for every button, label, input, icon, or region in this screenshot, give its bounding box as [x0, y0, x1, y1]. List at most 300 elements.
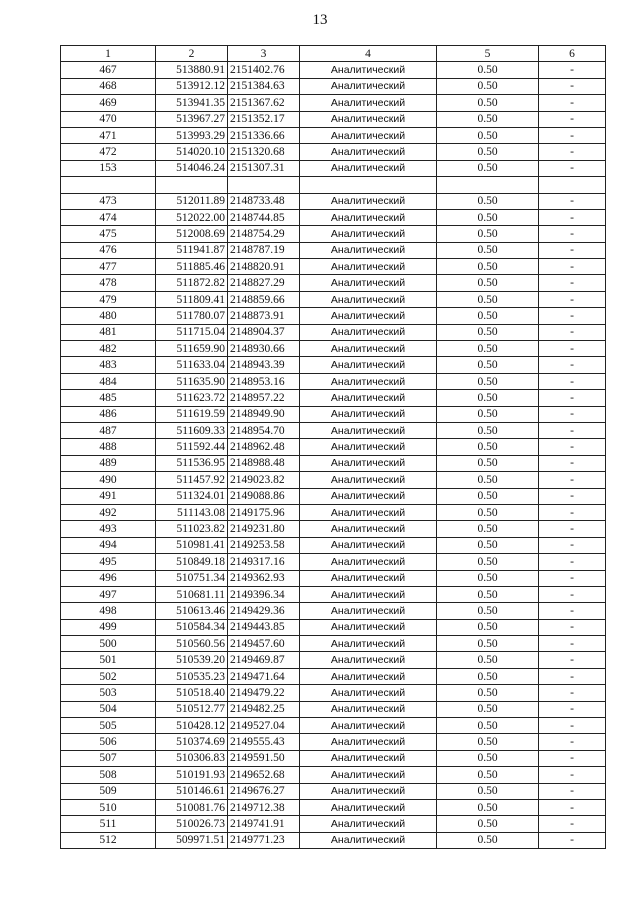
note-cell: -	[539, 652, 606, 668]
table-row	[61, 521, 606, 537]
point-number-cell: 495	[61, 554, 156, 570]
method-cell: Аналитический	[300, 111, 437, 127]
method-cell: Аналитический	[300, 144, 437, 160]
table-row	[61, 193, 606, 209]
table-row	[61, 799, 606, 815]
note-cell: -	[539, 291, 606, 307]
method-cell: Аналитический	[300, 718, 437, 734]
note-cell: -	[539, 636, 606, 652]
table-row	[61, 554, 606, 570]
method-cell: Аналитический	[300, 291, 437, 307]
accuracy-cell: 0.50	[437, 537, 539, 553]
point-number-cell: 468	[61, 78, 156, 94]
y-coordinate-cell: 2149231.80	[228, 521, 300, 537]
note-cell: -	[539, 390, 606, 406]
x-coordinate-cell: 512008.69	[156, 226, 228, 242]
note-cell: -	[539, 734, 606, 750]
point-number-cell: 486	[61, 406, 156, 422]
accuracy-cell: 0.50	[437, 242, 539, 258]
note-cell: -	[539, 324, 606, 340]
x-coordinate-cell: 510539.20	[156, 652, 228, 668]
method-cell: Аналитический	[300, 685, 437, 701]
note-cell: -	[539, 439, 606, 455]
accuracy-cell: 0.50	[437, 193, 539, 209]
point-number-cell: 496	[61, 570, 156, 586]
y-coordinate-cell: 2149712.38	[228, 799, 300, 815]
method-cell: Аналитический	[300, 78, 437, 94]
note-cell: -	[539, 521, 606, 537]
x-coordinate-cell: 510518.40	[156, 685, 228, 701]
x-coordinate-cell: 511809.41	[156, 291, 228, 307]
note-cell: -	[539, 111, 606, 127]
x-coordinate-cell: 511635.90	[156, 373, 228, 389]
method-cell: Аналитический	[300, 652, 437, 668]
note-cell: -	[539, 718, 606, 734]
note-cell: -	[539, 209, 606, 225]
header-row	[61, 46, 606, 62]
y-coordinate-cell: 2149652.68	[228, 767, 300, 783]
x-coordinate-cell: 510849.18	[156, 554, 228, 570]
y-coordinate-cell: 2149771.23	[228, 832, 300, 848]
table-row	[61, 619, 606, 635]
y-coordinate-cell: 2149362.93	[228, 570, 300, 586]
method-cell: Аналитический	[300, 324, 437, 340]
point-number-cell: 502	[61, 668, 156, 684]
point-number-cell: 503	[61, 685, 156, 701]
method-cell: Аналитический	[300, 603, 437, 619]
point-number-cell: 511	[61, 816, 156, 832]
point-number-cell: 480	[61, 308, 156, 324]
note-cell: -	[539, 62, 606, 78]
y-coordinate-cell: 2151336.66	[228, 127, 300, 143]
note-cell: -	[539, 308, 606, 324]
accuracy-cell: 0.50	[437, 685, 539, 701]
point-number-cell: 472	[61, 144, 156, 160]
method-cell: Аналитический	[300, 472, 437, 488]
accuracy-cell: 0.50	[437, 78, 539, 94]
table-row	[61, 455, 606, 471]
table-row	[61, 324, 606, 340]
y-coordinate-cell: 2151402.76	[228, 62, 300, 78]
accuracy-cell: 0.50	[437, 750, 539, 766]
table-row	[61, 144, 606, 160]
method-cell: Аналитический	[300, 62, 437, 78]
y-coordinate-cell: 2149527.04	[228, 718, 300, 734]
method-cell: Аналитический	[300, 570, 437, 586]
column-header-1: 1	[61, 46, 156, 62]
y-coordinate-cell: 2151384.63	[228, 78, 300, 94]
table-row	[61, 111, 606, 127]
note-cell: -	[539, 799, 606, 815]
note-cell: -	[539, 127, 606, 143]
y-coordinate-cell: 2148820.91	[228, 259, 300, 275]
accuracy-cell: 0.50	[437, 554, 539, 570]
point-number-cell: 489	[61, 455, 156, 471]
y-coordinate-cell: 2149471.64	[228, 668, 300, 684]
note-cell: -	[539, 341, 606, 357]
table-row	[61, 275, 606, 291]
accuracy-cell: 0.50	[437, 62, 539, 78]
y-coordinate-cell: 2149555.43	[228, 734, 300, 750]
method-cell: Аналитический	[300, 701, 437, 717]
method-cell	[300, 177, 437, 193]
page-number: 13	[312, 12, 328, 28]
x-coordinate-cell: 511885.46	[156, 259, 228, 275]
x-coordinate-cell: 510191.93	[156, 767, 228, 783]
x-coordinate-cell: 514046.24	[156, 160, 228, 176]
note-cell: -	[539, 783, 606, 799]
point-number-cell: 492	[61, 504, 156, 520]
method-cell: Аналитический	[300, 209, 437, 225]
point-number-cell: 482	[61, 341, 156, 357]
x-coordinate-cell	[156, 177, 228, 193]
method-cell: Аналитический	[300, 308, 437, 324]
y-coordinate-cell: 2149175.96	[228, 504, 300, 520]
column-header-2: 2	[156, 46, 228, 62]
note-cell	[539, 177, 606, 193]
table-row	[61, 816, 606, 832]
y-coordinate-cell: 2148754.29	[228, 226, 300, 242]
x-coordinate-cell: 510374.69	[156, 734, 228, 750]
table-row	[61, 373, 606, 389]
method-cell: Аналитический	[300, 537, 437, 553]
method-cell: Аналитический	[300, 406, 437, 422]
point-number-cell: 490	[61, 472, 156, 488]
method-cell: Аналитический	[300, 636, 437, 652]
method-cell: Аналитический	[300, 127, 437, 143]
method-cell: Аналитический	[300, 783, 437, 799]
x-coordinate-cell: 510535.23	[156, 668, 228, 684]
table-row	[61, 341, 606, 357]
point-number-cell: 484	[61, 373, 156, 389]
column-header-5: 5	[437, 46, 539, 62]
method-cell: Аналитический	[300, 554, 437, 570]
method-cell: Аналитический	[300, 521, 437, 537]
x-coordinate-cell: 511941.87	[156, 242, 228, 258]
note-cell: -	[539, 603, 606, 619]
y-coordinate-cell: 2148962.48	[228, 439, 300, 455]
accuracy-cell	[437, 177, 539, 193]
note-cell: -	[539, 357, 606, 373]
note-cell: -	[539, 422, 606, 438]
accuracy-cell: 0.50	[437, 521, 539, 537]
table-row	[61, 422, 606, 438]
x-coordinate-cell: 511619.59	[156, 406, 228, 422]
x-coordinate-cell: 510026.73	[156, 816, 228, 832]
table-row	[61, 718, 606, 734]
y-coordinate-cell: 2149317.16	[228, 554, 300, 570]
y-coordinate-cell: 2148904.37	[228, 324, 300, 340]
accuracy-cell: 0.50	[437, 357, 539, 373]
column-header-6: 6	[539, 46, 606, 62]
accuracy-cell: 0.50	[437, 226, 539, 242]
x-coordinate-cell: 513993.29	[156, 127, 228, 143]
table-row	[61, 685, 606, 701]
accuracy-cell: 0.50	[437, 439, 539, 455]
column-header-3: 3	[228, 46, 300, 62]
point-number-cell: 483	[61, 357, 156, 373]
point-number-cell: 479	[61, 291, 156, 307]
point-number-cell: 471	[61, 127, 156, 143]
y-coordinate-cell	[228, 177, 300, 193]
method-cell: Аналитический	[300, 734, 437, 750]
accuracy-cell: 0.50	[437, 373, 539, 389]
y-coordinate-cell: 2151320.68	[228, 144, 300, 160]
x-coordinate-cell: 510306.83	[156, 750, 228, 766]
x-coordinate-cell: 511609.33	[156, 422, 228, 438]
method-cell: Аналитический	[300, 799, 437, 815]
accuracy-cell: 0.50	[437, 406, 539, 422]
x-coordinate-cell: 511780.07	[156, 308, 228, 324]
x-coordinate-cell: 510751.34	[156, 570, 228, 586]
table-row	[61, 226, 606, 242]
point-number-cell: 487	[61, 422, 156, 438]
method-cell: Аналитический	[300, 586, 437, 602]
accuracy-cell: 0.50	[437, 308, 539, 324]
note-cell: -	[539, 537, 606, 553]
y-coordinate-cell: 2151367.62	[228, 95, 300, 111]
note-cell: -	[539, 373, 606, 389]
table-row	[61, 357, 606, 373]
y-coordinate-cell: 2149429.36	[228, 603, 300, 619]
accuracy-cell: 0.50	[437, 144, 539, 160]
note-cell: -	[539, 275, 606, 291]
method-cell: Аналитический	[300, 242, 437, 258]
method-cell: Аналитический	[300, 373, 437, 389]
x-coordinate-cell: 510681.11	[156, 586, 228, 602]
note-cell: -	[539, 193, 606, 209]
column-header-4: 4	[300, 46, 437, 62]
y-coordinate-cell: 2148827.29	[228, 275, 300, 291]
method-cell: Аналитический	[300, 832, 437, 848]
accuracy-cell: 0.50	[437, 422, 539, 438]
note-cell: -	[539, 554, 606, 570]
x-coordinate-cell: 512022.00	[156, 209, 228, 225]
x-coordinate-cell: 514020.10	[156, 144, 228, 160]
y-coordinate-cell: 2148953.16	[228, 373, 300, 389]
table-row	[61, 504, 606, 520]
point-number-cell: 500	[61, 636, 156, 652]
accuracy-cell: 0.50	[437, 111, 539, 127]
method-cell: Аналитический	[300, 259, 437, 275]
method-cell: Аналитический	[300, 439, 437, 455]
accuracy-cell: 0.50	[437, 291, 539, 307]
accuracy-cell: 0.50	[437, 619, 539, 635]
note-cell: -	[539, 750, 606, 766]
accuracy-cell: 0.50	[437, 209, 539, 225]
x-coordinate-cell: 513941.35	[156, 95, 228, 111]
accuracy-cell: 0.50	[437, 488, 539, 504]
method-cell: Аналитический	[300, 226, 437, 242]
table-row	[61, 537, 606, 553]
y-coordinate-cell: 2151307.31	[228, 160, 300, 176]
table-body	[61, 62, 606, 849]
y-coordinate-cell: 2149591.50	[228, 750, 300, 766]
table-row	[61, 62, 606, 78]
accuracy-cell: 0.50	[437, 390, 539, 406]
table-row	[61, 734, 606, 750]
table-row	[61, 488, 606, 504]
table-row	[61, 177, 606, 193]
table-header	[61, 46, 606, 62]
accuracy-cell: 0.50	[437, 734, 539, 750]
x-coordinate-cell: 510146.61	[156, 783, 228, 799]
y-coordinate-cell: 2148873.91	[228, 308, 300, 324]
table-row	[61, 439, 606, 455]
note-cell: -	[539, 78, 606, 94]
note-cell: -	[539, 586, 606, 602]
method-cell: Аналитический	[300, 95, 437, 111]
y-coordinate-cell: 2148988.48	[228, 455, 300, 471]
y-coordinate-cell: 2151352.17	[228, 111, 300, 127]
table-row	[61, 832, 606, 848]
accuracy-cell: 0.50	[437, 160, 539, 176]
table-row	[61, 390, 606, 406]
method-cell: Аналитический	[300, 341, 437, 357]
x-coordinate-cell: 511457.92	[156, 472, 228, 488]
table-row	[61, 668, 606, 684]
x-coordinate-cell: 513967.27	[156, 111, 228, 127]
method-cell: Аналитический	[300, 750, 437, 766]
note-cell: -	[539, 488, 606, 504]
point-number-cell: 475	[61, 226, 156, 242]
y-coordinate-cell: 2148744.85	[228, 209, 300, 225]
y-coordinate-cell: 2149023.82	[228, 472, 300, 488]
accuracy-cell: 0.50	[437, 799, 539, 815]
note-cell: -	[539, 685, 606, 701]
table-row	[61, 291, 606, 307]
table-row	[61, 160, 606, 176]
accuracy-cell: 0.50	[437, 783, 539, 799]
point-number-cell: 498	[61, 603, 156, 619]
point-number-cell: 508	[61, 767, 156, 783]
x-coordinate-cell: 511659.90	[156, 341, 228, 357]
x-coordinate-cell: 510613.46	[156, 603, 228, 619]
y-coordinate-cell: 2148787.19	[228, 242, 300, 258]
note-cell: -	[539, 406, 606, 422]
method-cell: Аналитический	[300, 160, 437, 176]
method-cell: Аналитический	[300, 504, 437, 520]
method-cell: Аналитический	[300, 357, 437, 373]
table-row	[61, 570, 606, 586]
x-coordinate-cell: 511872.82	[156, 275, 228, 291]
point-number-cell: 505	[61, 718, 156, 734]
note-cell: -	[539, 95, 606, 111]
table-row	[61, 586, 606, 602]
table-row	[61, 472, 606, 488]
point-number-cell: 478	[61, 275, 156, 291]
method-cell: Аналитический	[300, 767, 437, 783]
point-number-cell: 494	[61, 537, 156, 553]
point-number-cell: 512	[61, 832, 156, 848]
point-number-cell: 477	[61, 259, 156, 275]
y-coordinate-cell: 2148733.48	[228, 193, 300, 209]
note-cell: -	[539, 259, 606, 275]
point-number-cell: 493	[61, 521, 156, 537]
method-cell: Аналитический	[300, 193, 437, 209]
table-row	[61, 750, 606, 766]
y-coordinate-cell: 2148859.66	[228, 291, 300, 307]
accuracy-cell: 0.50	[437, 570, 539, 586]
accuracy-cell: 0.50	[437, 455, 539, 471]
y-coordinate-cell: 2148930.66	[228, 341, 300, 357]
accuracy-cell: 0.50	[437, 767, 539, 783]
point-number-cell: 485	[61, 390, 156, 406]
accuracy-cell: 0.50	[437, 652, 539, 668]
point-number-cell: 501	[61, 652, 156, 668]
accuracy-cell: 0.50	[437, 832, 539, 848]
y-coordinate-cell: 2149088.86	[228, 488, 300, 504]
table-row	[61, 636, 606, 652]
point-number-cell: 473	[61, 193, 156, 209]
accuracy-cell: 0.50	[437, 816, 539, 832]
x-coordinate-cell: 511623.72	[156, 390, 228, 406]
accuracy-cell: 0.50	[437, 95, 539, 111]
accuracy-cell: 0.50	[437, 275, 539, 291]
method-cell: Аналитический	[300, 455, 437, 471]
point-number-cell: 153	[61, 160, 156, 176]
accuracy-cell: 0.50	[437, 127, 539, 143]
accuracy-cell: 0.50	[437, 701, 539, 717]
x-coordinate-cell: 511143.08	[156, 504, 228, 520]
y-coordinate-cell: 2149457.60	[228, 636, 300, 652]
y-coordinate-cell: 2148954.70	[228, 422, 300, 438]
table-row	[61, 209, 606, 225]
accuracy-cell: 0.50	[437, 472, 539, 488]
note-cell: -	[539, 619, 606, 635]
table-row	[61, 259, 606, 275]
x-coordinate-cell: 509971.51	[156, 832, 228, 848]
method-cell: Аналитический	[300, 488, 437, 504]
accuracy-cell: 0.50	[437, 668, 539, 684]
point-number-cell: 499	[61, 619, 156, 635]
note-cell: -	[539, 455, 606, 471]
method-cell: Аналитический	[300, 816, 437, 832]
x-coordinate-cell: 513912.12	[156, 78, 228, 94]
accuracy-cell: 0.50	[437, 341, 539, 357]
point-number-cell: 481	[61, 324, 156, 340]
method-cell: Аналитический	[300, 390, 437, 406]
y-coordinate-cell: 2148957.22	[228, 390, 300, 406]
coordinates-table	[60, 45, 606, 849]
point-number-cell: 476	[61, 242, 156, 258]
x-coordinate-cell: 511536.95	[156, 455, 228, 471]
x-coordinate-cell: 510512.77	[156, 701, 228, 717]
y-coordinate-cell: 2149253.58	[228, 537, 300, 553]
method-cell: Аналитический	[300, 619, 437, 635]
y-coordinate-cell: 2149741.91	[228, 816, 300, 832]
accuracy-cell: 0.50	[437, 718, 539, 734]
table-row	[61, 783, 606, 799]
x-coordinate-cell: 510584.34	[156, 619, 228, 635]
point-number-cell: 497	[61, 586, 156, 602]
y-coordinate-cell: 2149676.27	[228, 783, 300, 799]
note-cell: -	[539, 570, 606, 586]
y-coordinate-cell: 2149443.85	[228, 619, 300, 635]
point-number-cell: 510	[61, 799, 156, 815]
method-cell: Аналитический	[300, 422, 437, 438]
accuracy-cell: 0.50	[437, 504, 539, 520]
note-cell: -	[539, 767, 606, 783]
x-coordinate-cell: 511592.44	[156, 439, 228, 455]
table-row	[61, 242, 606, 258]
y-coordinate-cell: 2149396.34	[228, 586, 300, 602]
accuracy-cell: 0.50	[437, 636, 539, 652]
table-row	[61, 652, 606, 668]
point-number-cell: 509	[61, 783, 156, 799]
x-coordinate-cell: 510081.76	[156, 799, 228, 815]
point-number-cell: 491	[61, 488, 156, 504]
